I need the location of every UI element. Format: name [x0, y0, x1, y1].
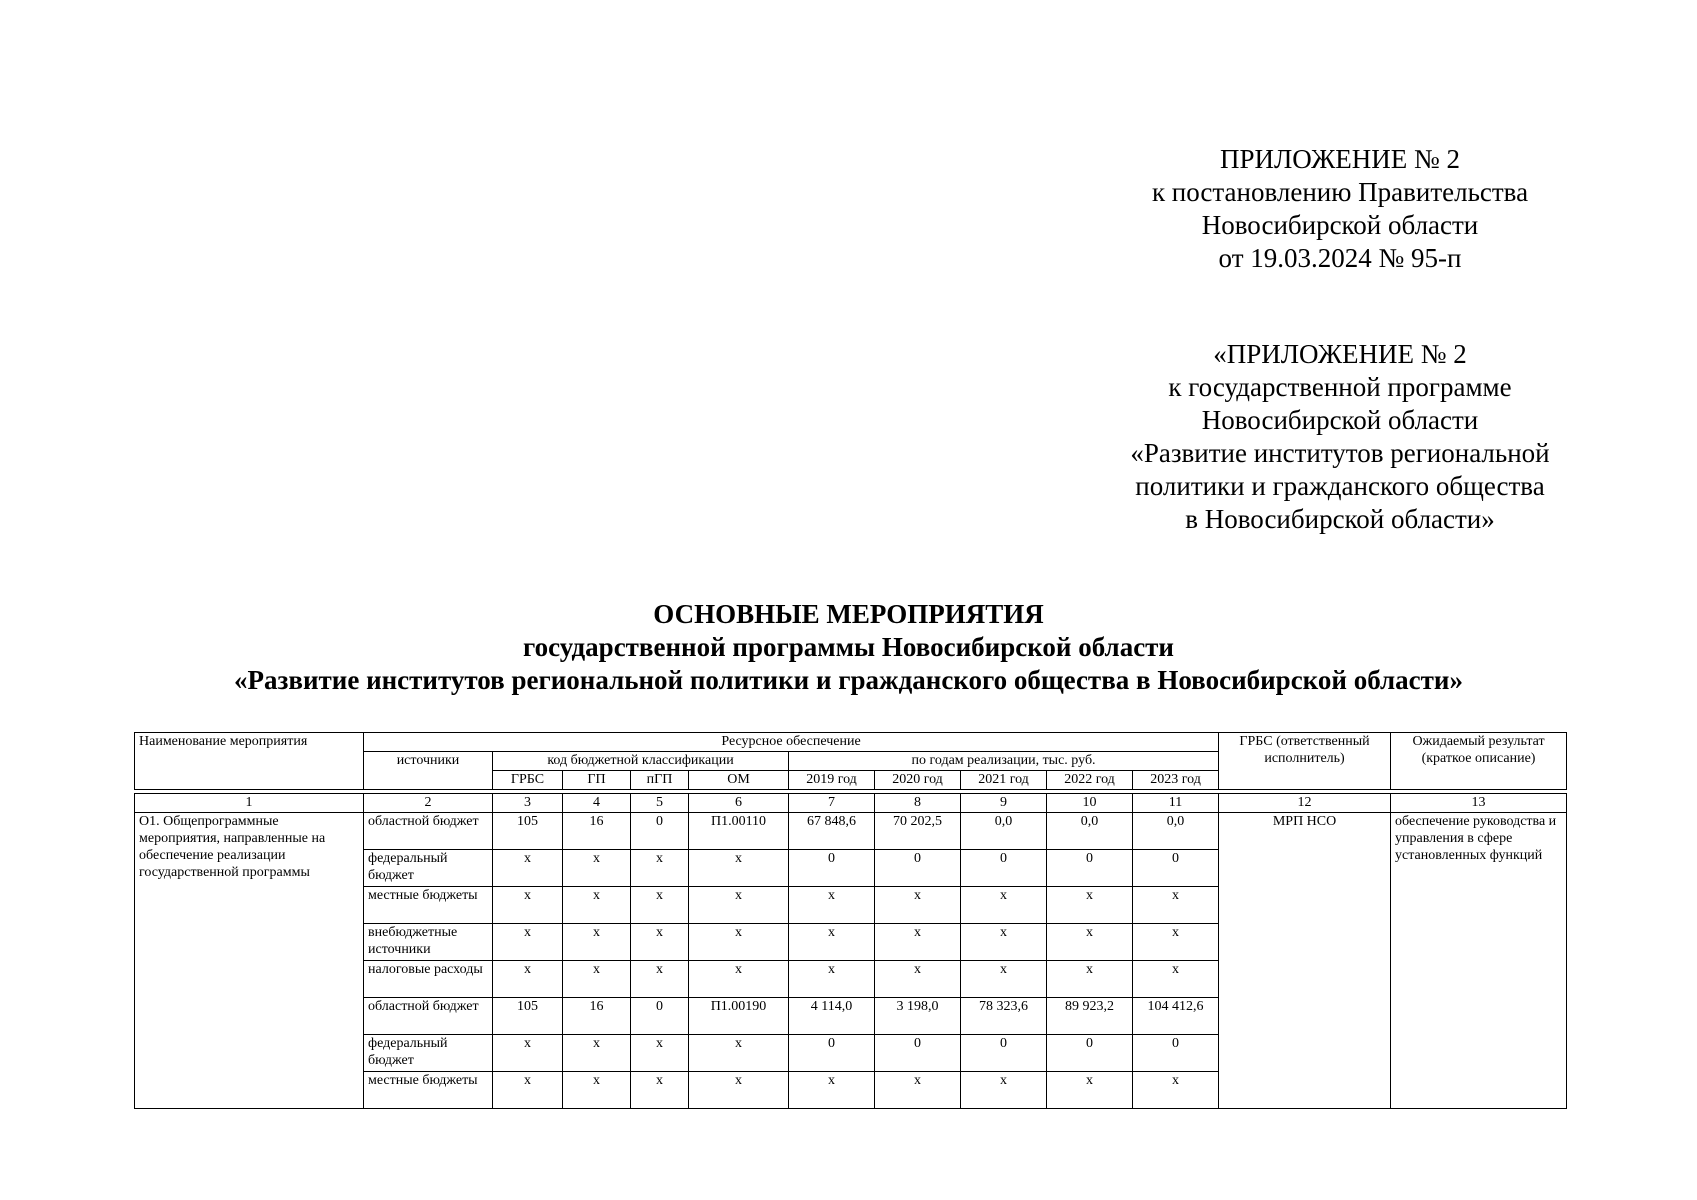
pgp-cell: х [631, 961, 689, 998]
om-cell: П1.00190 [689, 998, 789, 1035]
document-title [0, 598, 1697, 697]
year-2022-cell: х [1047, 961, 1133, 998]
source-cell: федеральный бюджет [364, 1035, 493, 1072]
appendix-line: «ПРИЛОЖЕНИЕ № 2 [1213, 339, 1467, 369]
om-cell: х [689, 961, 789, 998]
appendix-line: к государственной программе [1168, 372, 1512, 402]
year-2023-cell: 0,0 [1133, 813, 1219, 850]
pgp-cell: х [631, 1072, 689, 1109]
year-2019-cell: 0 [789, 1035, 875, 1072]
appendix-line: политики и гражданского общества [1135, 471, 1545, 501]
column-number: 2 [364, 794, 493, 813]
column-number: 3 [493, 794, 563, 813]
year-2020-cell: 3 198,0 [875, 998, 961, 1035]
year-2022-cell: х [1047, 924, 1133, 961]
om-cell: х [689, 887, 789, 924]
column-number: 5 [631, 794, 689, 813]
appendix-line: ПРИЛОЖЕНИЕ № 2 [1219, 144, 1461, 174]
header-grbs: ГРБС [493, 771, 563, 790]
appendix-resolution-block [1100, 143, 1580, 275]
column-number: 12 [1219, 794, 1391, 813]
column-number: 1 [135, 794, 364, 813]
title-line-3: «Развитие институтов региональной политики и гражданского общества в Новосибирской области» [234, 665, 1463, 695]
year-2023-cell: х [1133, 961, 1219, 998]
year-2023-cell: х [1133, 887, 1219, 924]
appendix-line: Новосибирской области [1201, 405, 1479, 435]
gp-cell: х [563, 1035, 631, 1072]
gp-cell: х [563, 850, 631, 887]
year-2022-cell: х [1047, 1072, 1133, 1109]
grbs-cell: х [493, 1072, 563, 1109]
header-budget-code: код бюджетной классификации [493, 752, 789, 771]
appendix-line: от 19.03.2024 № 95-п [1218, 243, 1462, 273]
gp-cell: 16 [563, 813, 631, 850]
header-year-2019: 2019 год [789, 771, 875, 790]
column-number: 4 [563, 794, 631, 813]
year-2020-cell: 0 [875, 1035, 961, 1072]
grbs-cell: х [493, 924, 563, 961]
grbs-cell: х [493, 961, 563, 998]
year-2021-cell: х [961, 924, 1047, 961]
year-2023-cell: 0 [1133, 850, 1219, 887]
pgp-cell: х [631, 1035, 689, 1072]
gp-cell: х [563, 924, 631, 961]
header-om: ОМ [689, 771, 789, 790]
column-numbers-row [135, 794, 1567, 813]
year-2022-cell: 89 923,2 [1047, 998, 1133, 1035]
om-cell: х [689, 924, 789, 961]
grbs-cell: х [493, 1035, 563, 1072]
year-2021-cell: 0 [961, 850, 1047, 887]
column-number: 7 [789, 794, 875, 813]
year-2023-cell: 104 412,6 [1133, 998, 1219, 1035]
year-2019-cell: х [789, 887, 875, 924]
column-number: 10 [1047, 794, 1133, 813]
grbs-cell: 105 [493, 813, 563, 850]
column-number: 6 [689, 794, 789, 813]
year-2022-cell: 0,0 [1047, 813, 1133, 850]
om-cell: П1.00110 [689, 813, 789, 850]
header-row-1 [135, 733, 1567, 752]
header-year-2023: 2023 год [1133, 771, 1219, 790]
year-2020-cell: 0 [875, 850, 961, 887]
om-cell: х [689, 850, 789, 887]
table-row [135, 813, 1567, 850]
appendix-line: к постановлению Правительства [1151, 177, 1529, 207]
gp-cell: х [563, 887, 631, 924]
appendix-line: «Развитие институтов региональной [1130, 438, 1550, 468]
year-2019-cell: х [789, 961, 875, 998]
grbs-cell: х [493, 850, 563, 887]
appendix-program-block [1100, 338, 1580, 536]
year-2023-cell: х [1133, 924, 1219, 961]
pgp-cell: х [631, 924, 689, 961]
pgp-cell: 0 [631, 813, 689, 850]
year-2019-cell: 67 848,6 [789, 813, 875, 850]
gp-cell: х [563, 961, 631, 998]
pgp-cell: х [631, 850, 689, 887]
header-grbs-responsible: ГРБС (ответственный исполнитель) [1219, 733, 1391, 790]
year-2021-cell: 0 [961, 1035, 1047, 1072]
source-cell: местные бюджеты [364, 1072, 493, 1109]
pgp-cell: х [631, 887, 689, 924]
title-line-2: государственной программы Новосибирской области [523, 632, 1174, 662]
column-number: 13 [1391, 794, 1567, 813]
year-2021-cell: х [961, 1072, 1047, 1109]
year-2020-cell: х [875, 924, 961, 961]
responsible-cell: МРП НСО [1219, 813, 1391, 1109]
title-line-1: ОСНОВНЫЕ МЕРОПРИЯТИЯ [653, 599, 1044, 629]
year-2019-cell: х [789, 924, 875, 961]
year-2021-cell: х [961, 961, 1047, 998]
gp-cell: х [563, 1072, 631, 1109]
column-number: 8 [875, 794, 961, 813]
om-cell: х [689, 1035, 789, 1072]
grbs-cell: х [493, 887, 563, 924]
grbs-cell: 105 [493, 998, 563, 1035]
header-year-2021: 2021 год [961, 771, 1047, 790]
source-cell: местные бюджеты [364, 887, 493, 924]
column-number: 9 [961, 794, 1047, 813]
header-result: Ожидаемый результат (краткое описание) [1391, 733, 1567, 790]
header-sources: источники [364, 752, 493, 790]
year-2023-cell: х [1133, 1072, 1219, 1109]
source-cell: областной бюджет [364, 813, 493, 850]
result-cell: обеспечение руководства и управления в сфере установленных функций [1391, 813, 1567, 1109]
om-cell: х [689, 1072, 789, 1109]
year-2019-cell: х [789, 1072, 875, 1109]
header-by-years: по годам реализации, тыс. руб. [789, 752, 1219, 771]
year-2021-cell: 0,0 [961, 813, 1047, 850]
year-2021-cell: х [961, 887, 1047, 924]
column-number: 11 [1133, 794, 1219, 813]
header-gp: ГП [563, 771, 631, 790]
year-2022-cell: 0 [1047, 850, 1133, 887]
header-name: Наименование мероприятия [135, 733, 364, 790]
source-cell: областной бюджет [364, 998, 493, 1035]
year-2020-cell: х [875, 1072, 961, 1109]
appendix-line: в Новосибирской области» [1185, 504, 1495, 534]
gp-cell: 16 [563, 998, 631, 1035]
pgp-cell: 0 [631, 998, 689, 1035]
year-2022-cell: х [1047, 887, 1133, 924]
header-resource: Ресурсное обеспечение [364, 733, 1219, 752]
measure-name-cell: О1. Общепрограммные мероприятия, направленные на обеспечение реализации государственной программы [135, 813, 364, 1109]
source-cell: внебюджетные источники [364, 924, 493, 961]
year-2020-cell: х [875, 961, 961, 998]
header-year-2022: 2022 год [1047, 771, 1133, 790]
source-cell: налоговые расходы [364, 961, 493, 998]
source-cell: федеральный бюджет [364, 850, 493, 887]
year-2019-cell: 0 [789, 850, 875, 887]
year-2019-cell: 4 114,0 [789, 998, 875, 1035]
year-2020-cell: 70 202,5 [875, 813, 961, 850]
header-pgp: пГП [631, 771, 689, 790]
year-2023-cell: 0 [1133, 1035, 1219, 1072]
year-2022-cell: 0 [1047, 1035, 1133, 1072]
measures-table [134, 732, 1567, 1109]
year-2020-cell: х [875, 887, 961, 924]
header-year-2020: 2020 год [875, 771, 961, 790]
appendix-line: Новосибирской области [1201, 210, 1479, 240]
year-2021-cell: 78 323,6 [961, 998, 1047, 1035]
